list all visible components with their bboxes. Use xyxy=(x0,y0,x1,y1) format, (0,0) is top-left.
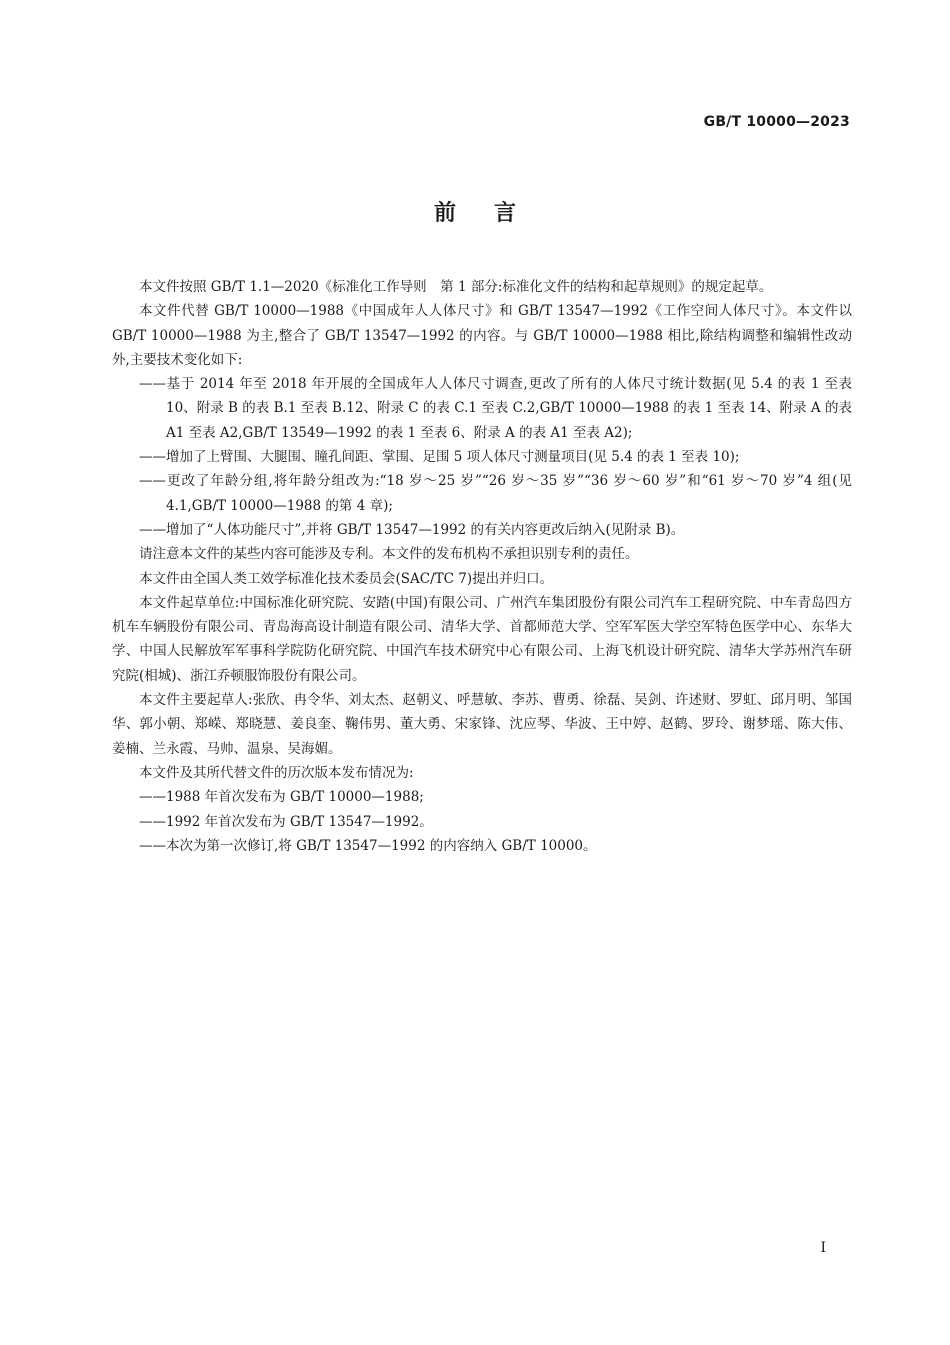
document-code-header: GB/T 10000—2023 xyxy=(703,114,850,130)
paragraph-proposer: 本文件由全国人类工效学标准化技术委员会(SAC/TC 7)提出并归口。 xyxy=(139,570,554,587)
page-number: I xyxy=(820,1240,826,1256)
history-item: ——本次为第一次修订,将 GB/T 13547—1992 的内容纳入 GB/T 10000。 xyxy=(139,837,597,854)
history-item: ——1988 年首次发布为 GB/T 10000—1988; xyxy=(139,789,424,806)
history-item: ——1992 年首次发布为 GB/T 13547—1992。 xyxy=(139,813,433,830)
paragraph-drafting-units: 本文件起草单位:中国标准化研究院、安踏(中国)有限公司、广州汽车集团股份有限公司汽车工程研究院、中车青岛四方机车车辆股份有限公司、青岛海高设计制造有限公司、清华大学、首都师范大学、空军军医大学空军特色医学中心、东华大学、中国人民解放军军事科学院防化研究院、中国汽车技术研究中心有限公司、上海飞机设计研究院、清华大学苏州汽车研究院(相城)、浙江乔顿服饰股份有限公司。 xyxy=(112,594,852,684)
paragraph-history-intro: 本文件及其所代替文件的历次版本发布情况为: xyxy=(139,764,414,781)
change-item: ——基于 2014 年至 2018 年开展的全国成年人人体尺寸调查,更改了所有的人体尺寸统计数据(见 5.4 的表 1 至表 10、附录 B 的表 B.1 至表 B.12、附录 C 的表 C.1 至表 C.2,GB/T 10000—1988 的表 1 至表 14、附录 A 的表 A1 至表 A2,GB/T 13549—1992 的表 1 至表 6、附录 A 的表 A1 至表 A2); xyxy=(139,376,852,441)
change-item: ——更改了年龄分组,将年龄分组改为:“18 岁～25 岁”“26 岁～35 岁”“36 岁～60 岁”和“61 岁～70 岁”4 组(见 4.1,GB/T 10000—1988 的第 4 章); xyxy=(139,473,852,514)
change-item: ——增加了上臂围、大腿围、瞳孔间距、掌围、足围 5 项人体尺寸测量项目(见 5.4 的表 1 至表 10); xyxy=(139,449,740,466)
change-item: ——增加了“人体功能尺寸”,并将 GB/T 13547—1992 的有关内容更改后纳入(见附录 B)。 xyxy=(139,521,685,538)
foreword-body xyxy=(112,275,852,858)
paragraph-replacement: 本文件代替 GB/T 10000—1988《中国成年人人体尺寸》和 GB/T 13547—1992《工作空间人体尺寸》。本文件以 GB/T 10000—1988 为主,整合了 GB/T 13547—1992 的内容。与 GB/T 10000—1988 相比,除结构调整和编辑性改动外,主要技术变化如下: xyxy=(112,303,852,368)
page-title: 前言 xyxy=(433,201,554,226)
paragraph-patent-note: 请注意本文件的某些内容可能涉及专利。本文件的发布机构不承担识别专利的责任。 xyxy=(139,546,639,563)
paragraph-drafters: 本文件主要起草人:张欣、冉令华、刘太杰、赵朝义、呼慧敏、李苏、曹勇、徐磊、吴剑、许述财、罗虹、邱月明、邹国华、郭小朝、郑嵘、郑晓慧、姜良奎、鞠伟男、董大勇、宋家锋、沈应琴、华波、王中婷、赵鹤、罗玲、谢梦瑶、陈大伟、姜楠、兰永霞、马帅、温泉、吴海媚。 xyxy=(112,692,852,757)
paragraph-drafting-rules: 本文件按照 GB/T 1.1—2020《标准化工作导则 第 1 部分:标准化文件的结构和起草规则》的规定起草。 xyxy=(139,279,773,295)
